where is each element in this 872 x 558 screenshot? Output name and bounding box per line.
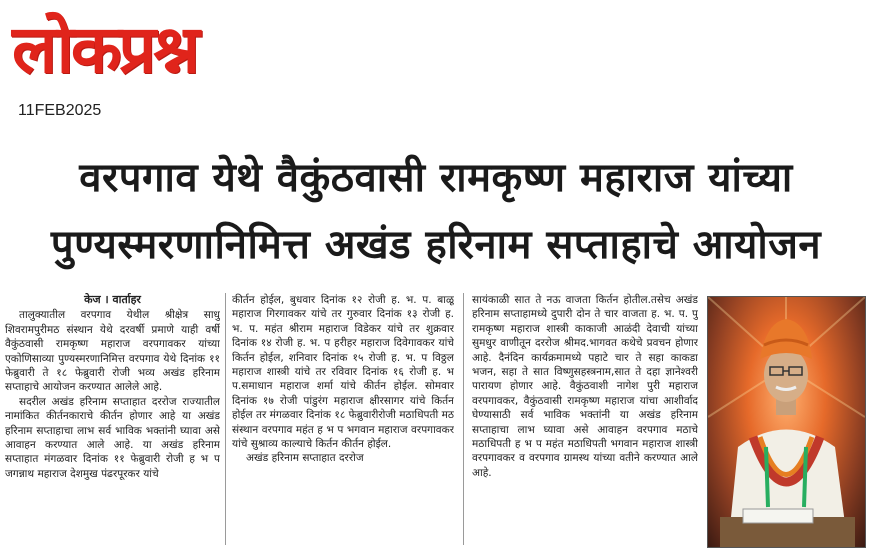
portrait-illustration — [708, 297, 865, 547]
article-column-3 — [472, 293, 698, 548]
column-divider — [225, 293, 226, 545]
paragraph: सायंकाळी सात ते नऊ वाजता किर्तन होतील.तसेच अखंड हरिनाम सप्ताहामध्ये दुपारी दोन ते चार वाजता ह. भ. प. पु रामकृष्ण महाराज शास्त्री काकाजी आळंदी देवाची यांच्या सुमधुर वाणीतून दररोज श्रीमद.भागवत कथेचे प्रवचन होणार आहे. दैनंदिन कार्यक्रमामध्ये पहाटे चार ते सहा काकडा भजन, सहा ते सात विष्णुसहस्त्रनाम,सात ते दहा ज्ञानेश्वरी पारायण होणार आहे. वैकुंठवाशी नागेश पुरी महाराज वरपगावकर, वैकुंठवासी रामकृष्ण महाराज यांचा आशीर्वाद घेण्यासाठी सर्व भाविक भक्तांनी या अखंड हरिनाम सप्ताहाचा लाभ घ्यावा असे आवाहन वरपगाव मठाचे मठाधिपती ह भ प महंत मठाधिपती भगवान महाराज शास्त्री वरपगावकर व वरपगाव ग्रामस्थ यांच्या वतीने करण्यात आले आहे. — [472, 294, 698, 479]
byline: केज । वार्ताहर — [84, 293, 141, 306]
paragraph: सदरील अखंड हरिनाम सप्ताहात दररोज राज्यातील नामांकित कीर्तनकाराचे कीर्तन होणार आहे या अखंड हरिनाम सप्ताहाचा लाभ सर्व भाविक भक्तांनी घ्यावा असे आवाहन करण्यात आले आहे. या अखंड हरिनाम सप्ताहात मंगळवार दिनांक ११ फेब्रुवारी रोजी ह भ प जगन्नाथ महाराज देशमुख पंढरपूरकर यांचे — [5, 395, 220, 480]
paragraph: अखंड हरिनाम सप्ताहात दररोज — [246, 452, 364, 465]
headline-line-1: वरपगाव येथे वैकुंठवासी रामकृष्ण महाराज यांच्या — [79, 155, 793, 201]
masthead-logo-text: लोकप्रश्न — [12, 11, 197, 88]
publication-date: 11FEB2025 — [18, 102, 102, 119]
article-column-2 — [232, 293, 454, 548]
paragraph: तालुक्यातील वरपगाव येथील श्रीक्षेत्र साधु शिवरामपुरीमठ संस्थान येथे दरवर्षी प्रमाणे याही वर्षी वैकुंठवासी रामकृष्ण महाराज वरपगावकर यांच्या एकोणिसाव्या पुण्यस्मरणानिमित्त वरपगाव येथे दिनांक ११ फेब्रुवारी ते १८ फेब्रुवारी रोजी भव्य अखंड हरिनाम सप्ताहाचे आयोजन करण्यात आलेले आहे. — [5, 309, 220, 394]
column-divider — [463, 293, 464, 545]
headline-line-2: पुण्यस्मरणानिमित्त अखंड हरिनाम सप्ताहाचे आयोजन — [50, 222, 822, 268]
masthead-logo — [12, 4, 280, 96]
saint-portrait-photo — [707, 296, 866, 548]
article-column-1 — [5, 293, 220, 548]
paragraph: कीर्तन होईल, बुधवार दिनांक १२ रोजी ह. भ. प. बाळू महाराज गिरगावकर यांचे तर गुरुवार दिनांक १३ रोजी ह. भ. प. महंत श्रीराम महाराज विडेकर यांचे तर शुक्रवार दिनांक १४ रोजी ह. भ. प हरीहर महाराज दिवेगावकर यांचे किर्तन होईल, शनिवार दिनांक १५ रोजी ह. भ. प विठ्ठल महाराज शास्त्री यांचे तर रविवार दिनांक १६ रोजी ह. भ प.समाधान महाराज शर्मा यांचे कीर्तन होईल. सोमवार दिनांक १७ रोजी पांडुरंग महाराज क्षीरसागर यांचे किर्तन होईल तर मंगळवार दिनांक १८ फेब्रुवारीरोजी मठाधिपती मठ संस्थान वरपगाव महंत ह भ प भगवान महाराज वरपगावकर यांचे सुश्राव्य काल्याचे किर्तन कीर्तन होईल. — [232, 294, 454, 451]
